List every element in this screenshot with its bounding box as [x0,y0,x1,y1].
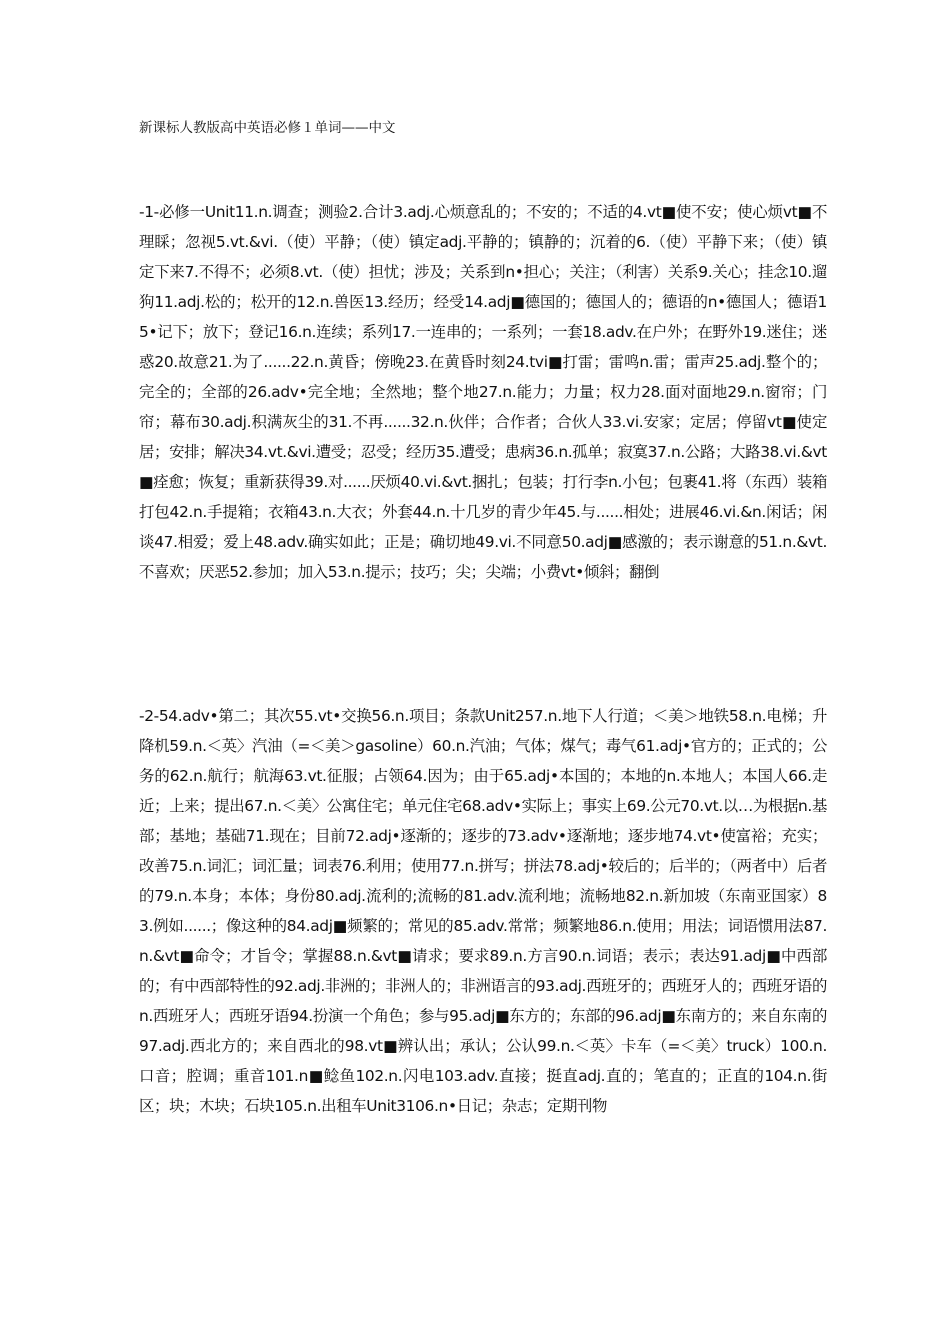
vocabulary-paragraph-2: -2-54.adv•第二；其次55.vt•交换56.n.项目；条款Unit257.n.地下人行道；＜美＞地铁58.n.电梯；升降机59.n.＜英〉汽油（=＜美＞gasoline）60.n.汽油；气体；煤气；毒气61.adj•官方的；正式的；公务的62.n.航行；航海63.vt.征服；占领64.因为；由于65.adj•本国的；本地的n.本地人；本国人66.走近；上来；提出67.n.＜美〉公寓住宅；单元住宅68.adv•实际上；事实上69.公元70.vt.以…为根据n.基部；基地；基础71.现在；目前72.adj•逐渐的；逐步的73.adv•逐渐地；逐步地74.vt•使富裕；充实；改善75.n.词汇；词汇量；词表76.利用；使用77.n.拼写；拼法78.adj•较后的；后半的；（两者中）后者的79.n.本身；本体；身份80.adj.流利的;流畅的81.adv.流利地；流畅地82.n.新加坡（东南亚国家）83.例如......；像这种的84.adj■频繁的；常见的85.adv.常常；频繁地86.n.使用；用法；词语惯用法87.n.&vt■命令；才旨令；掌握88.n.&vt■请求；要求89.n.方言90.n.词语；表示；表达91.adj■中西部的；有中西部特性的92.adj.非洲的；非洲人的；非洲语言的93.adj.西班牙的；西班牙人的；西班牙语的n.西班牙人；西班牙语94.扮演一个角色；参与95.adj■东方的；东部的96.adj■东南方的；来自东南的97.adj.西北方的；来自西北的98.vt■辨认出；承认；公认99.n.＜英〉卡车（=＜美〉truck）100.n.口音；腔调；重音101.n■鲶鱼102.n.闪电103.adv.直接；挺直adj.直的；笔直的；正直的104.n.街区；块；木块；石块105.n.出租车Unit3106.n•日记；杂志；定期刊物 [139,707,827,1115]
document-title: 新课标人教版高中英语必修１单词——中文 [139,120,396,136]
vocabulary-paragraph-1: -1-必修一Unit11.n.调查；测验2.合计3.adj.心烦意乱的；不安的；不适的4.vt■使不安；使心烦vt■不理睬；忽视5.vt.&vi.（使）平静；（使）镇定adj.平静的；镇静的；沉着的6.（使）平静下来；（使）镇定下来7.不得不；必须8.vt.（使）担忧；涉及；关系到n•担心；关注；（利害）关系9.关心；挂念10.遛狗11.adj.松的；松开的12.n.兽医13.经历；经受14.adj■德国的；德国人的；德语的n•德国人；德语15•记下；放下；登记16.n.连续；系列17.一连串的；一系列；一套18.adv.在户外；在野外19.迷住；迷惑20.故意21.为了......22.n.黄昏；傍晚23.在黄昏时刻24.tvi■打雷；雷鸣n.雷；雷声25.adj.整个的；完全的；全部的26.adv•完全地；全然地；整个地27.n.能力；力量；权力28.面对面地29.n.窗帘；门帘；幕布30.adj.积满灰尘的31.不再......32.n.伙伴；合作者；合伙人33.vi.安家；定居；停留vt■使定居；安排；解决34.vt.&vi.遭受；忍受；经历35.遭受；患病36.n.孤单；寂寞37.n.公路；大路38.vi.&vt■痊愈；恢复；重新获得39.对......厌烦40.vi.&vt.捆扎；包装；打行李n.小包；包裹41.将（东西）装箱打包42.n.手提箱；衣箱43.n.大衣；外套44.n.十几岁的青少年45.与......相处；进展46.vi.&n.闲话；闲谈47.相爱；爱上48.adv.确实如此；正是；确切地49.vi.不同意50.adj■感激的；表示谢意的51.n.&vt.不喜欢；厌恶52.参加；加入53.n.提示；技巧；尖；尖端；小费vt•倾斜；翻倒 [139,203,827,581]
